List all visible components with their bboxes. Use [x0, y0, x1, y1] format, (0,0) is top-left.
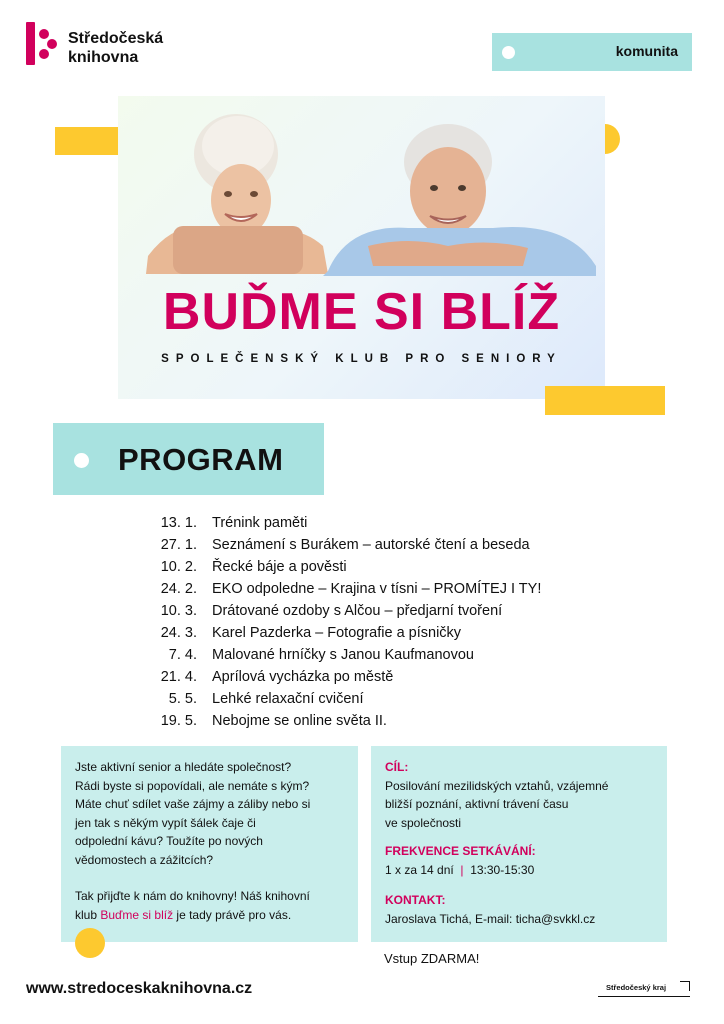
frequency-value: 1 x za 14 dní [385, 862, 454, 877]
partner-corner-mark [680, 981, 690, 991]
program-date: 7. 4. [168, 647, 197, 663]
logo-dot [39, 29, 49, 39]
frequency-label: FREKVENCE SETKÁVÁNÍ: [385, 844, 536, 858]
logo-line1: Středočeská [68, 30, 164, 47]
decor-yellow-circle [75, 928, 105, 958]
decor-yellow-bar [545, 386, 665, 415]
contact-label: KONTAKT: [385, 893, 446, 907]
tag-circle [502, 46, 515, 59]
program-item [150, 644, 630, 666]
program-event: Aprílová vycházka po městě [212, 669, 394, 685]
invite-line [75, 906, 344, 925]
program-item [150, 534, 630, 556]
program-event: Malované hrníčky s Janou Kaufmanovou [212, 647, 474, 663]
frequency-line [385, 861, 653, 880]
program-item [150, 578, 630, 600]
program-event: Karel Pazderka – Fotografie a písničky [212, 625, 462, 641]
partner-logo [598, 981, 690, 997]
program-date: 24. 3. [160, 625, 197, 641]
program-event: Řecké báje a pověsti [212, 559, 347, 575]
program-date: 24. 2. [160, 581, 197, 597]
logo-dot [47, 39, 57, 49]
intro-line: Jste aktivní senior a hledáte společnost? [75, 760, 292, 774]
hero-banner [118, 96, 605, 399]
program-event: Lehké relaxační cvičení [212, 691, 364, 707]
details-box [371, 746, 667, 942]
program-event: Nebojme se online světa II. [212, 713, 387, 729]
goal-line: ve společnosti [385, 815, 462, 830]
contact-value: Jaroslava Tichá, E-mail: ticha@svkkl.cz [385, 911, 596, 926]
goal-label: CÍL: [385, 760, 409, 774]
program-item [150, 556, 630, 578]
club-name: Buďme si blíž [100, 907, 174, 922]
intro-line: odpolední kávu? Toužíte po nových [75, 834, 263, 848]
logo-text [68, 29, 163, 67]
program-date: 10. 2. [160, 559, 197, 575]
invite-line: Tak přijďte k nám do knihovny! Náš knihovní [75, 889, 310, 903]
program-item [150, 600, 630, 622]
library-logo [26, 22, 206, 72]
website-url[interactable]: www.stredoceskaknihovna.cz [26, 980, 253, 997]
goal-line: bližší poznání, aktivní trávení času [385, 797, 569, 811]
program-date: 5. 5. [168, 691, 197, 707]
program-event: Trénink paměti [212, 515, 308, 531]
program-item [150, 512, 630, 534]
tag-label: komunita [615, 43, 678, 59]
logo-line2: knihovna [68, 49, 139, 66]
program-item [150, 688, 630, 710]
intro-line: jen tak s někým vypít šálek čaje či [75, 815, 256, 830]
program-list [150, 512, 630, 732]
program-date: 27. 1. [160, 537, 197, 553]
goal-line: Posilování mezilidských vztahů, vzájemné [385, 778, 609, 793]
partner-label: Středočeský kraj [606, 983, 667, 992]
program-item [150, 710, 630, 732]
intro-line: Máte chuť sdílet vaše zájmy a záliby nebo si [75, 797, 311, 811]
program-circle [74, 453, 89, 468]
program-event: Seznámení s Burákem – autorské čtení a beseda [212, 537, 530, 553]
program-heading-box [53, 423, 324, 495]
program-date: 10. 3. [160, 603, 197, 619]
program-date: 13. 1. [160, 515, 197, 531]
intro-line: Rádi byste si popovídali, ale nemáte s kým? [75, 778, 310, 793]
program-event: Drátované ozdoby s Alčou – předjarní tvoření [212, 603, 503, 619]
intro-box [61, 746, 358, 942]
program-item [150, 666, 630, 688]
logo-mark [26, 22, 35, 65]
category-tag [492, 33, 692, 71]
event-title: BUĎME SI BLÍŽ [162, 283, 561, 341]
invite-suffix: je tady právě pro vás. [173, 907, 292, 922]
logo-dot [39, 49, 49, 59]
man-figure [323, 124, 596, 276]
program-heading: PROGRAM [118, 442, 284, 477]
program-date: 21. 4. [160, 669, 197, 685]
woman-figure [146, 114, 328, 274]
seniors-photo [118, 96, 605, 276]
program-event: EKO odpoledne – Krajina v tísni – PROMÍTEJ I TY! [212, 581, 542, 597]
frequency-separator: | [460, 862, 464, 877]
program-date: 19. 5. [160, 713, 197, 729]
frequency-time: 13:30-15:30 [470, 862, 535, 877]
invite-prefix: klub [75, 907, 101, 922]
program-item [150, 622, 630, 644]
intro-line: vědomostech a zážitcích? [75, 852, 214, 867]
entry-note: Vstup ZDARMA! [384, 951, 480, 966]
event-subtitle: SPOLEČENSKÝ KLUB PRO SENIORY [161, 353, 562, 365]
